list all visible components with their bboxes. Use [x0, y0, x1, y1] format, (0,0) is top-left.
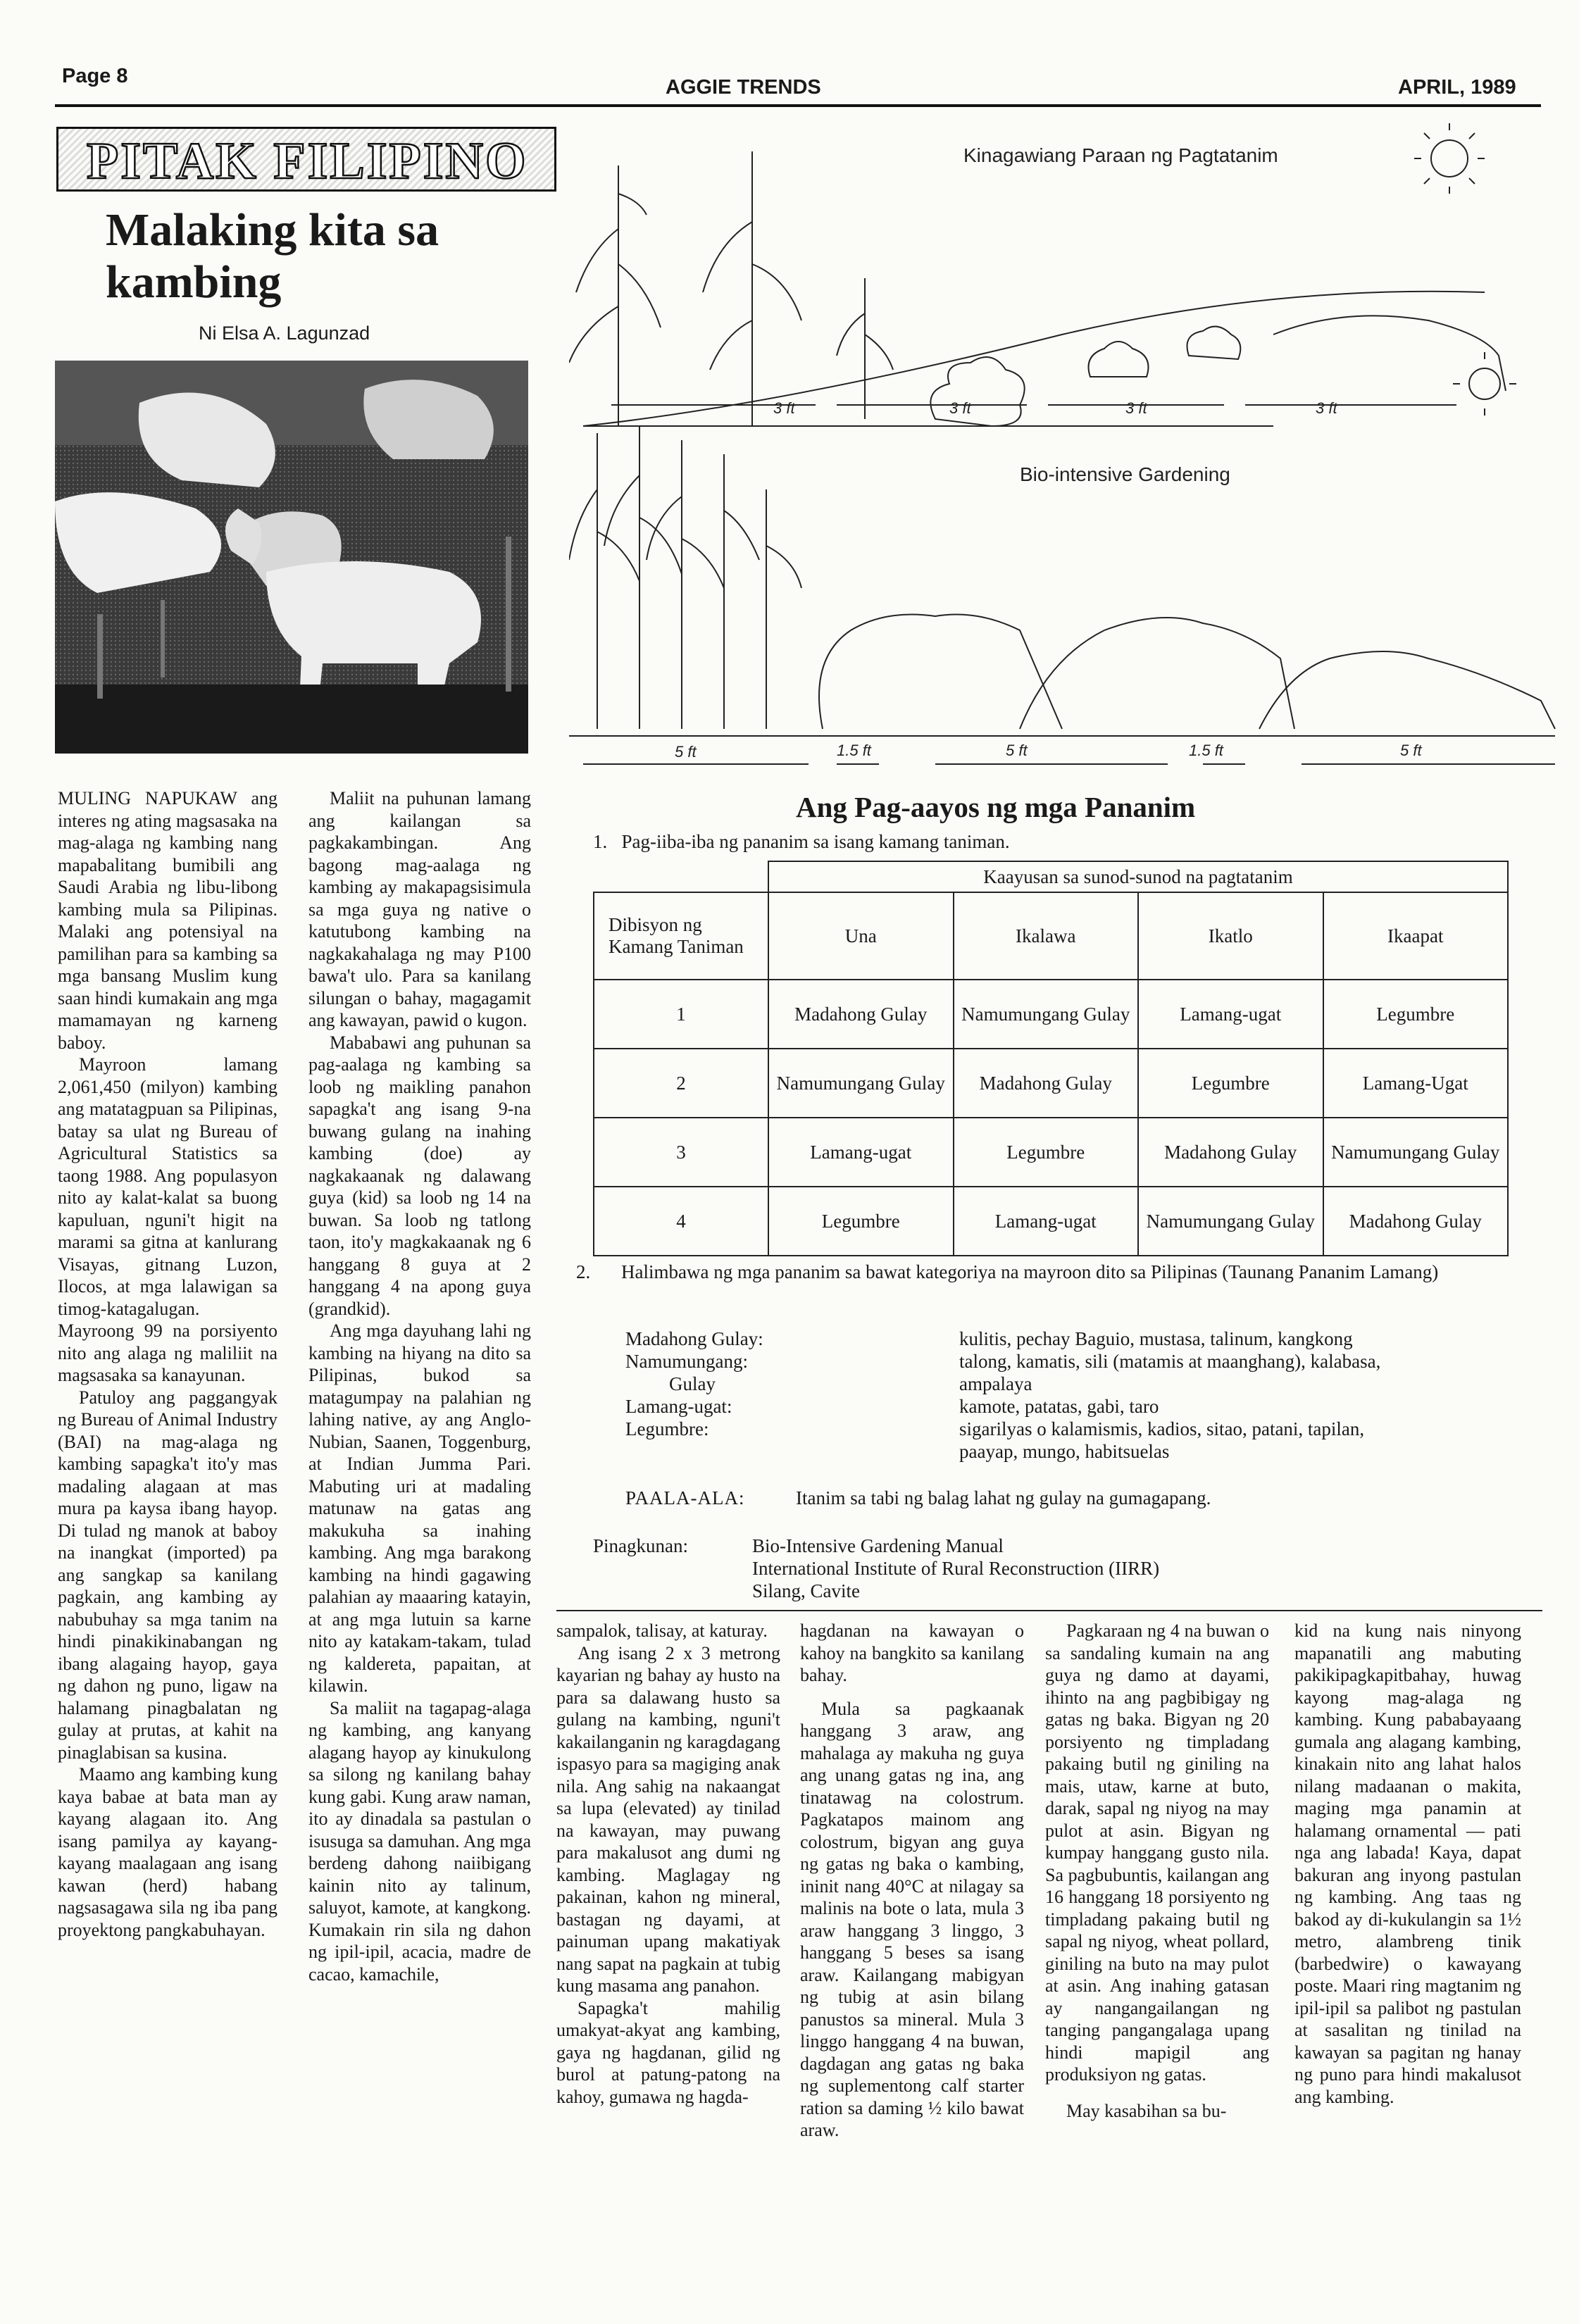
- paragraph: Ang mga dayuhang lahi ng kambing na hiyang na dito sa Pilipinas, bukod sa matagumpay na palahian ng lahing native, ay ang Anglo-Nubian, Saanen, Toggenburg, at Indian Jumma Pari. Mabuting uri at madaling matunaw na gatas ang makukuha sa inahing kambing. Ang mga barakong kambing na hindi gagawing palahian ay maaaring katayin, at ang mga lutuin sa karne nito ay katakam-takam, tulad ng kaldereta, papaitan, at kilawin.: [308, 1320, 531, 1696]
- page-number: Page 8: [62, 65, 128, 87]
- table-cell: Legumbre: [768, 1187, 954, 1256]
- table-row-header: Dibisyon ng Kamang Taniman: [594, 892, 768, 980]
- paragraph: Sa maliit na tagapag-alaga ng kambing, ang kanyang alagang hayop ay kinukulong sa silong ng kanilang bahay kung gabi. Kung araw naman, ito ay dinadala sa pastulan o isusuga sa damuhan. Ang mga berdeng dahong naiibigang kainin nito ay talinum, saluyot, kamote, at kangkong. Kumakain rin sila ng dahon ng ipil-ipil, acacia, madre de cacao, kamachile,: [308, 1697, 531, 1985]
- crop-rotation-table: [593, 861, 1509, 1256]
- table-cell: Legumbre: [954, 1118, 1139, 1187]
- table-row: [594, 980, 1508, 1049]
- guide-title: Ang Pag-aayos ng mga Pananim: [796, 791, 1196, 823]
- table-cell: Lamang-Ugat: [1323, 1049, 1509, 1118]
- paragraph: Mula sa pagkaanak hanggang 3 araw, ang mahalaga ay makuha ng guya ang unang gatas ng ina, ang tinatawag na colostrum. Pagkatapos mainom ang colostrum, bigyan ang guya ng gatas ng baka o kambing, ininit nang 40°C at nilagay sa malinis na bote o lata, mula 3 araw hanggang 3 linggo, 3 hanggang 5 beses sa isang araw. Kailangang mabigyan ng tubig at asin bilang panustos sa mineral. Mula 3 linggo hanggang 4 na buwan, dagdagan ang gatas ng baka ng suplementong calf starter ration sa daming ½ kilo bawat araw.: [800, 1698, 1024, 2140]
- table-column-header: Ikaapat: [1323, 892, 1509, 980]
- paragraph: Patuloy ang paggangyak ng Bureau of Animal Industry (BAI) na mag-alaga ng kambing sapagka't ito'y mas madaling alagaan at mas mura pa kaysa ibang hayop. Di tulad ng manok at baboy na inangkat (imported) pa ang sangkap sa kanilang pagkain, ang kambing ay nabubuhay sa mga tanim na hindi pinakikinabangan ng ibang alagaing hayop, gaya ng dahon ng puno, ligaw na halamang pinagbalatan ng gulay at prutas, at kahit na pinaglabisan sa kusina.: [58, 1387, 277, 1763]
- table-cell: Madahong Gulay: [954, 1049, 1139, 1118]
- garden-illustration-icon: [569, 123, 1569, 778]
- table-division: 1: [594, 980, 768, 1049]
- guide-item-1: 1. Pag-iiba-iba ng pananim sa isang kamang taniman.: [593, 831, 1010, 852]
- bottom-spacing-2: 1.5 ft: [837, 742, 871, 759]
- bottom-spacing-5: 5 ft: [1400, 742, 1422, 759]
- guide-item-2: 2. Halimbawa ng mga pananim sa bawat kategoriya na mayroon dito sa Pilipinas (Taunang Pananim Lamang): [576, 1261, 1439, 1282]
- table-division: 3: [594, 1118, 768, 1187]
- example-row: [625, 1396, 732, 1418]
- table-cell: Legumbre: [1138, 1049, 1323, 1118]
- top-spacing-3: 3 ft: [1125, 399, 1147, 417]
- guide-rule: [556, 1610, 1542, 1611]
- table-cell: Madahong Gulay: [768, 980, 954, 1049]
- source-line: International Institute of Rural Reconstruction (IIRR): [752, 1558, 1160, 1579]
- table-cell: Namumungang Gulay: [1323, 1118, 1509, 1187]
- top-panel-caption: Kinagawiang Paraan ng Pagtatanim: [963, 144, 1278, 166]
- top-spacing-1: 3 ft: [773, 399, 795, 417]
- paragraph: May kasabihan sa bu-: [1066, 2100, 1227, 2121]
- source-label: Pinagkunan:: [593, 1535, 688, 1556]
- paragraph: Ang isang 2 x 3 metrong kayarian ng bahay ay husto na para sa dalawang husto sa gulang na kambing, nguni't kakailanganin ng karagdagang ispasyo para sa magiging anak nila. Ang sahig na nakaangat sa lupa (elevated) ay tinilad na kawayan, may puwang para makalusot ang dumi ng kambing. Maglagay ng pakainan, kahon ng mineral, bastagan ng dayami, at painuman upang makatiyak nang sapat na pagkain at tubig kung masama ang panahon.: [556, 1642, 780, 1996]
- table-division: 2: [594, 1049, 768, 1118]
- example-row: [669, 1373, 716, 1395]
- goats-photo-icon: [55, 361, 528, 754]
- paragraph: Mayroon lamang 2,061,450 (milyon) kambing ang matatagpuan sa Pilipinas, batay sa ulat ng Bureau of Agricultural Statistics sa taong 1988. Ang populasyon nito ay kalat-kalat sa buong kapuluan, nguni't higit na marami sa gitna at kanlurang Visayas, gitnang Luzon, Ilocos, at mga lalawigan sa timog-katagalugan. Mayroong 99 na porsiyento nito ang alaga ng maliliit na magsasaka sa kanayunan.: [58, 1054, 277, 1385]
- table-column-header: Una: [768, 892, 954, 980]
- section-banner: [56, 127, 556, 192]
- example-category: Madahong Gulay:: [625, 1328, 763, 1349]
- source-line: Bio-Intensive Gardening Manual: [752, 1535, 1004, 1556]
- table-row: [594, 1118, 1508, 1187]
- table-blank-corner: [594, 861, 768, 892]
- example-plants: paayap, mungo, habitsuelas: [959, 1441, 1170, 1462]
- table-row: [594, 1049, 1508, 1118]
- top-spacing-2: 3 ft: [949, 399, 971, 417]
- example-category: Legumbre:: [625, 1418, 709, 1439]
- paragraph: Pagkaraan ng 4 na buwan o sa sandaling kumain na ang guya ng damo at dayami, ihinto na ang pagbibigay ng gatas ng baka. Bigyan ng 20 porsiyento ng timpladang pakaing butil ng giniling na mais, utaw, karne at buto, darak, sapal ng niyog na may pulot at asin. Bigyan ng kumpay hanggang gusto nila. Sa pagbubuntis, kailangan ang 16 hanggang 18 porsiyento ng timpladang pakaing butil ng sapal ng niyog, wheat pollard, giniling na buto na may pulot at asin. Ang inahing gatasan ay nangangailangan ng tanging pangangalaga upang hindi mapigil ang produksiyon ng gatas.: [1045, 1620, 1269, 2085]
- table-cell: Lamang-ugat: [954, 1187, 1139, 1256]
- paragraph: sampalok, talisay, at katuray.: [556, 1620, 768, 1641]
- example-plants: ampalaya: [959, 1373, 1032, 1394]
- article-column-6: [1294, 1620, 1521, 2108]
- bottom-spacing-3: 5 ft: [1006, 742, 1028, 759]
- table-division: 4: [594, 1187, 768, 1256]
- article-column-5: [1045, 1620, 1269, 2122]
- example-row: [625, 1351, 748, 1373]
- paragraph: kid na kung nais ninyong mapanatili ang mabuting pakikipagkapitbahay, huwag kayong mag-alaga ng kambing. Kung pababayaang gumala ang alagang kambing, kinakain nito ang lahat halos nilang madaanan o makita, maging mga panamin at halamang ornamental — pati nga ang labada! Kaya, dapat bakuran ang inyong pastulan ng kambing. Ang taas ng bakod ay di-kukulangin sa 1½ metro, alambreng tinik (barbedwire) o kawayang poste. Maari ring magtanim ng ipil-ipil sa palibot ng pastulan at sasalitan ng tinilad na kawayan sa pagitan ng hanay ng puno para hindi makalusot ang kambing.: [1294, 1620, 1521, 2107]
- source-line: Silang, Cavite: [752, 1580, 860, 1601]
- example-plants: talong, kamatis, sili (matamis at maanghang), kalabasa,: [959, 1351, 1381, 1372]
- table-cell: Namumungang Gulay: [1138, 1187, 1323, 1256]
- paragraph: MULING NAPUKAW ang interes ng ating magsasaka na mag-alaga ng kambing nang mapabalitang bumibili ang Saudi Arabia ng libu-libong kambing mula sa Pilipinas. Malaki ang potensiyal na pamilihan para sa kambing sa mga bansang Muslim kung saan hindi kumakain ang mga mamamayan ng karneng baboy.: [58, 788, 277, 1053]
- article-column-3: [556, 1620, 780, 2108]
- planting-illustration: [569, 123, 1569, 778]
- note-text: Itanim sa tabi ng balag lahat ng gulay na gumagapang.: [796, 1487, 1211, 1508]
- byline: Ni Elsa A. Lagunzad: [199, 323, 370, 344]
- note-label: PAALA-ALA:: [625, 1487, 745, 1508]
- table-cell: Legumbre: [1323, 980, 1509, 1049]
- table-cell: Namumungang Gulay: [954, 980, 1139, 1049]
- article-column-4: [800, 1620, 1024, 2142]
- publication-name: AGGIE TRENDS: [666, 76, 821, 99]
- example-plants: kamote, patatas, gabi, taro: [959, 1396, 1159, 1417]
- headline: Malaking kita sa kambing: [106, 204, 439, 308]
- example-row: [625, 1328, 763, 1350]
- table-cell: Namumungang Gulay: [768, 1049, 954, 1118]
- example-category: Namumungang:: [625, 1351, 748, 1372]
- paragraph: Maamo ang kambing kung kaya babae at bata man ay kayang alagaan ito. Ang isang pamilya ay kayang-kayang maalagaan ang isang kawan (herd) habang nagsasagawa sila ng iba pang proyektong pangkabuhayan.: [58, 1764, 277, 1940]
- paragraph: Maliit na puhunan lamang ang kailangan sa pagkakambingan. Ang bagong mag-aalaga ng kambing ay makapagsisimula sa mga guya ng native o katutubong kambing na nagkakahalaga ng may P100 bawa't ulo. Para sa kanilang silungan o bahay, magagamit ang kawayan, pawid o kugon.: [308, 788, 531, 1030]
- table-cell: Lamang-ugat: [1138, 980, 1323, 1049]
- table-group-header: Kaayusan sa sunod-sunod na pagtatanim: [768, 861, 1508, 892]
- example-category: Gulay: [669, 1373, 716, 1394]
- header-rule: [55, 104, 1541, 107]
- table-cell: Madahong Gulay: [1138, 1118, 1323, 1187]
- issue-date: APRIL, 1989: [1398, 76, 1516, 99]
- example-plants: kulitis, pechay Baguio, mustasa, talinum, kangkong: [959, 1328, 1353, 1349]
- article-column-2: [308, 787, 531, 1985]
- table-cell: Lamang-ugat: [768, 1118, 954, 1187]
- example-row: [625, 1418, 709, 1440]
- paragraph: hagdanan na kawayan o kahoy na bangkito sa kanilang bahay.: [800, 1620, 1024, 1685]
- table-column-header: Ikalawa: [954, 892, 1139, 980]
- top-spacing-4: 3 ft: [1316, 399, 1337, 417]
- table-cell: Madahong Gulay: [1323, 1187, 1509, 1256]
- table-row: [594, 1187, 1508, 1256]
- table-column-header: Ikatlo: [1138, 892, 1323, 980]
- paragraph: Mababawi ang puhunan sa pag-aalaga ng kambing sa loob ng maikling panahon sapagka't ang isang 9-na buwang gulang na inahing kambing (doe) ay nagkakaanak ng dalawang guya (kid) sa loob ng 14 na buwan. Sa loob ng tatlong taon, ito'y magkakaanak ng 6 hanggang 8 guya at 2 hanggang 4 na apong guya (grandkid).: [308, 1032, 531, 1319]
- section-banner-label: PITAK FILIPINO: [87, 132, 528, 190]
- goats-photo: [55, 361, 528, 754]
- guide-item-2-text: Halimbawa ng mga pananim sa bawat kategoriya na mayroon dito sa Pilipinas (Taunang Pananim Lamang): [621, 1261, 1439, 1282]
- example-plants: sigarilyas o kalamismis, kadios, sitao, patani, tapilan,: [959, 1418, 1365, 1439]
- bottom-panel-caption: Bio-intensive Gardening: [1020, 463, 1230, 485]
- guide-item-1-text: Pag-iiba-iba ng pananim sa isang kamang taniman.: [621, 831, 1010, 852]
- example-category: Lamang-ugat:: [625, 1396, 732, 1417]
- article-column-1: [58, 787, 277, 1941]
- paragraph: Sapagka't mahilig umakyat-akyat ang kambing, gaya ng hagdanan, gilid ng burol at patung-patong na kahoy, gumawa ng hagda-: [556, 1997, 780, 2107]
- bottom-spacing-1: 5 ft: [675, 743, 697, 761]
- bottom-spacing-4: 1.5 ft: [1189, 742, 1223, 759]
